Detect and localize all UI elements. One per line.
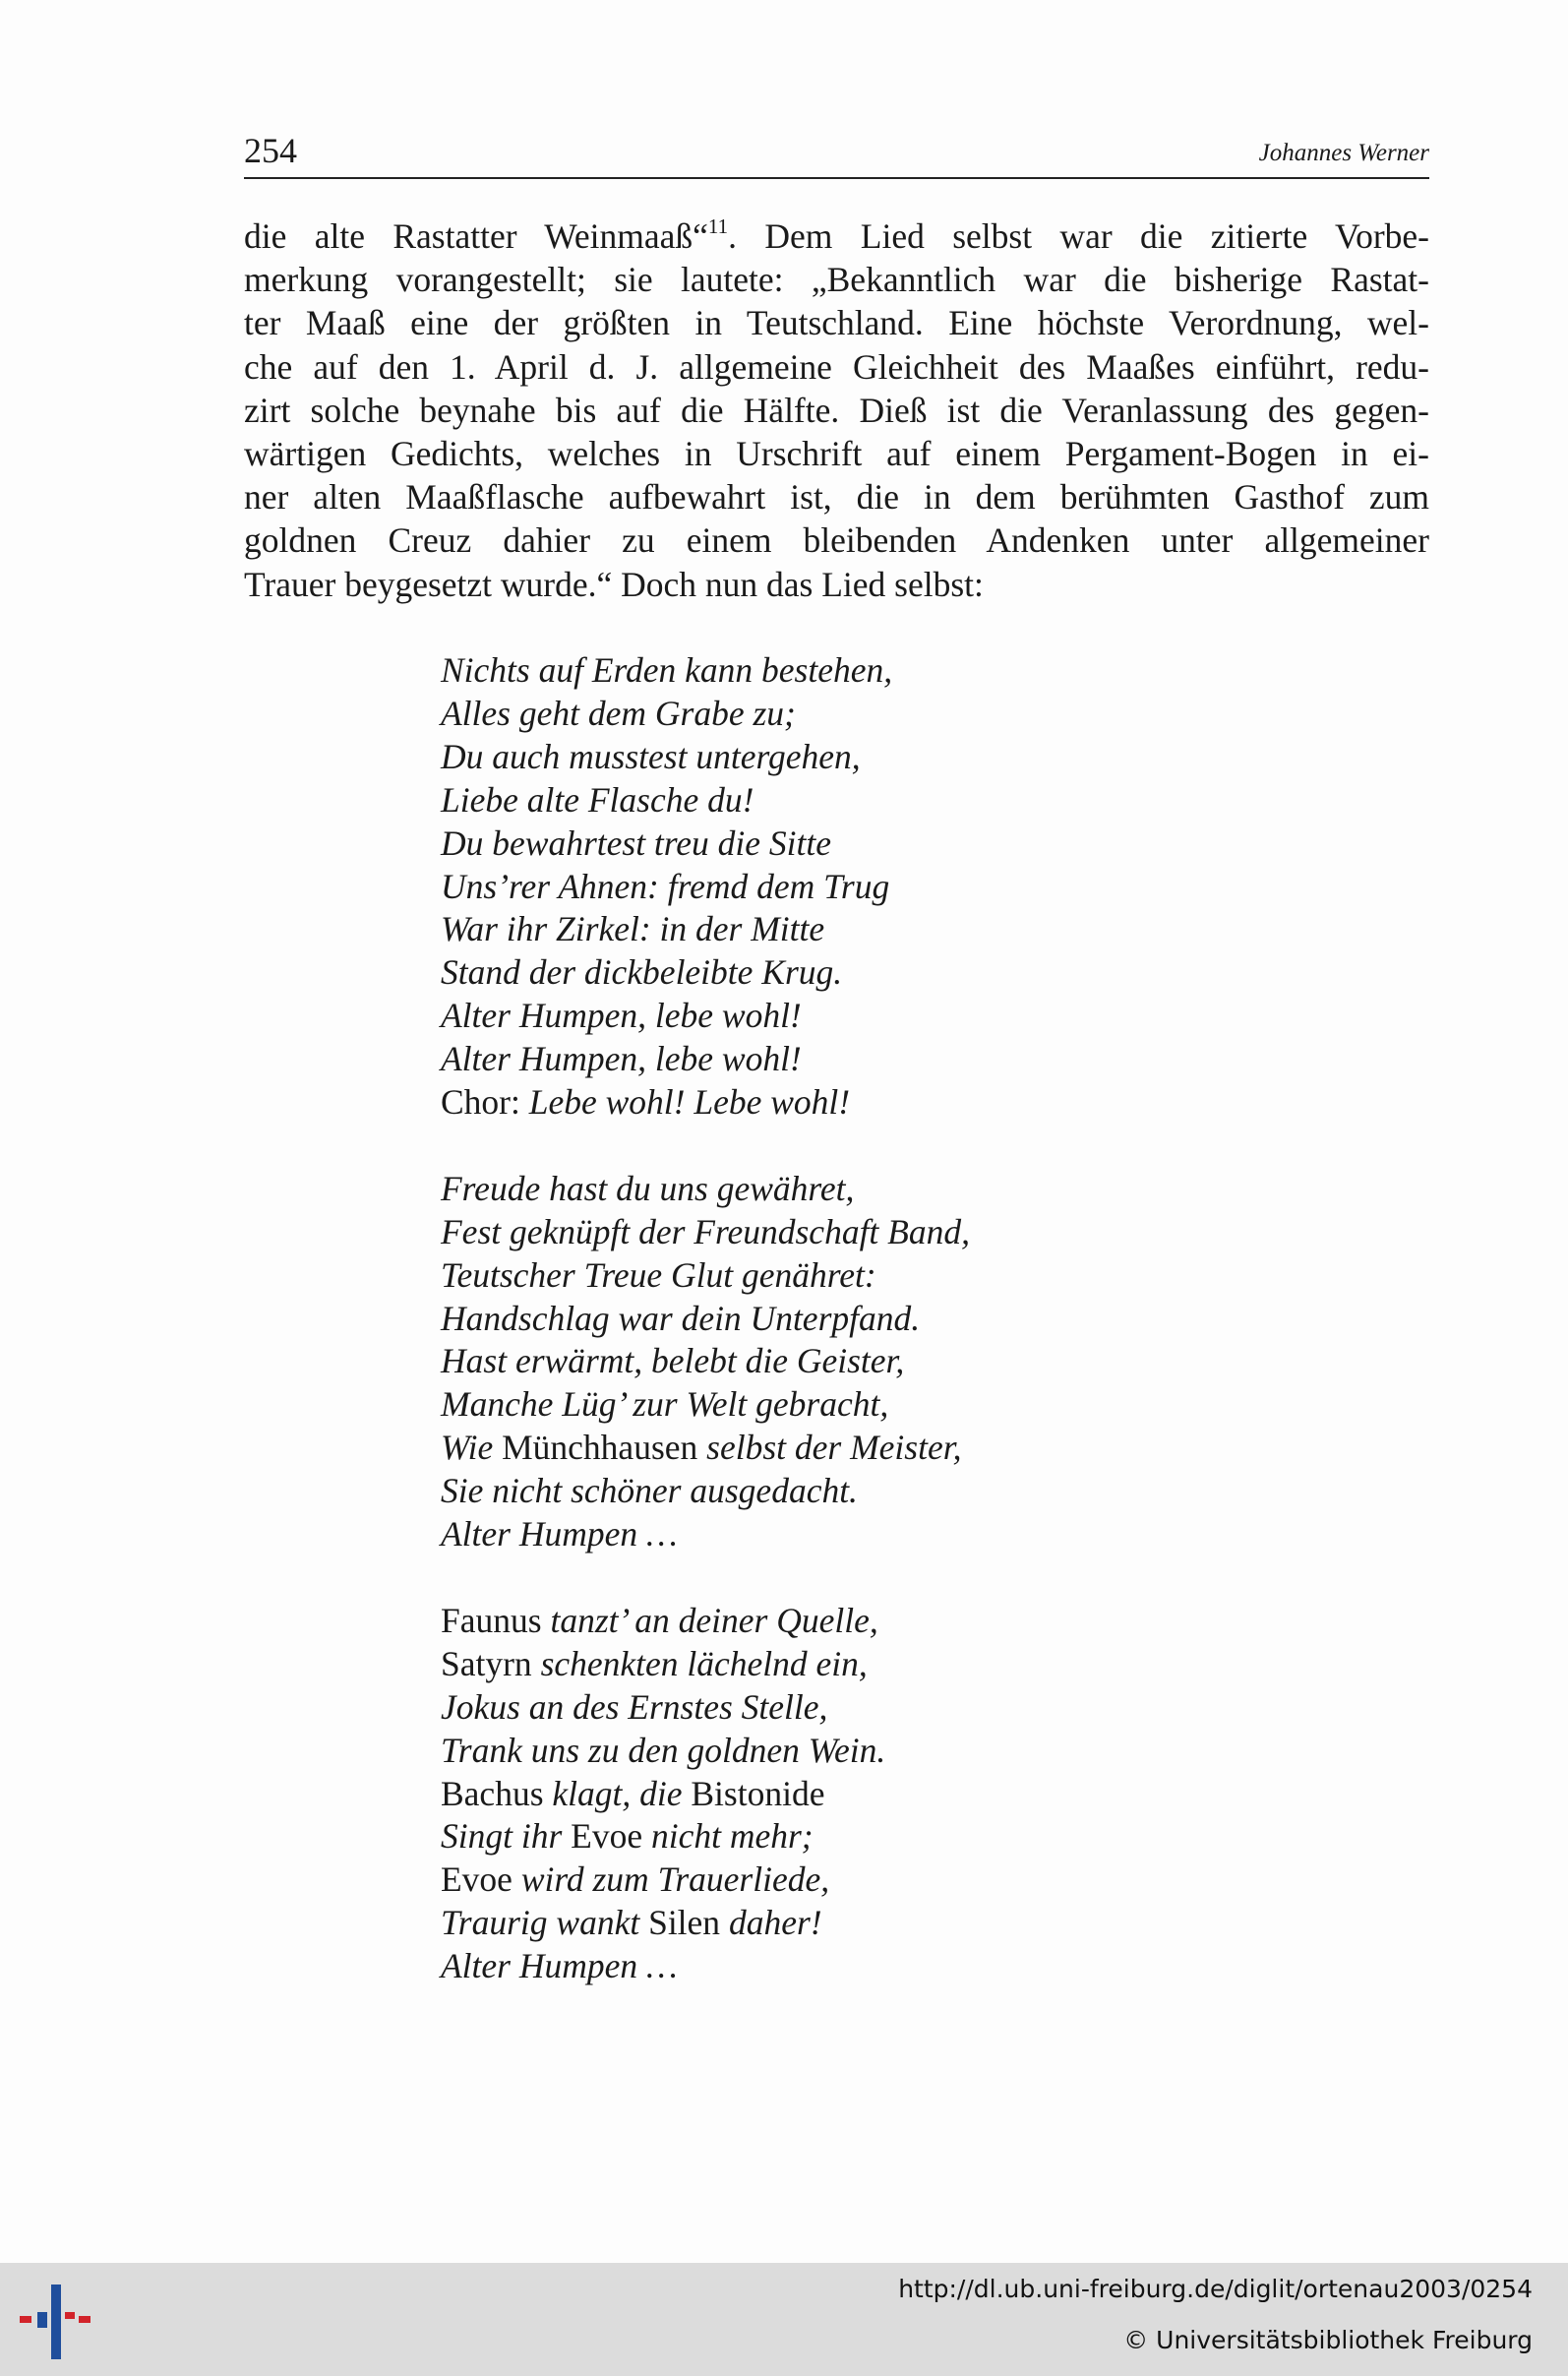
verse-line: Bachus klagt, die Bistonide xyxy=(441,1773,825,1813)
ub-freiburg-logo-icon xyxy=(18,2283,96,2361)
prose-line: ner alten Maaßflasche aufbewahrt ist, die in dem berühmten Gasthof zum xyxy=(244,477,1429,518)
stanza-2 xyxy=(441,1168,970,1556)
verse-line: Liebe alte Flasche du! xyxy=(441,779,754,820)
verse-line: Evoe wird zum Trauerliede, xyxy=(441,1859,830,1900)
verse-line: Hast erwärmt, belebt die Geister, xyxy=(441,1341,905,1381)
prose-line: che auf den 1. April d. J. allgemeine Gleichheit des Maaßes einführt, redu- xyxy=(244,346,1429,387)
footnote-marker: 11 xyxy=(707,214,729,238)
prose-line: ter Maaß eine der größten in Teutschland. Eine höchste Verordnung, wel- xyxy=(244,303,1429,343)
stanza-1 xyxy=(441,649,970,1125)
verse-line: Nichts auf Erden kann bestehen, xyxy=(441,650,893,690)
prose-line: merkung vorangestellt; sie lautete: „Bekanntlich war die bisherige Rastat- xyxy=(244,260,1429,300)
verse-line: Traurig wankt Silen daher! xyxy=(441,1903,822,1943)
verse-line: Teutscher Treue Glut genähret: xyxy=(441,1254,876,1295)
verse-line: Trank uns zu den goldnen Wein. xyxy=(441,1730,886,1770)
verse-line: Singt ihr Evoe nicht mehr; xyxy=(441,1816,814,1857)
verse-line: Uns’rer Ahnen: fremd dem Trug xyxy=(441,866,890,906)
prose-line: die alte Rastatter Weinmaaß“$^{11}$. Dem Lied selbst war die zitierte Vorbe- xyxy=(244,214,1429,256)
verse-line: Wie Münchhausen selbst der Meister, xyxy=(441,1428,962,1468)
verse-line: Handschlag war dein Unterpfand. xyxy=(441,1298,921,1338)
prose-paragraph xyxy=(244,214,1429,606)
verse-line: Sie nicht schöner ausgedacht. xyxy=(441,1471,858,1511)
prose-line: zirt solche beynahe bis auf die Hälfte. Dieß ist die Veranlassung des gegen- xyxy=(244,390,1429,430)
verse-line: Fest geknüpft der Freundschaft Band, xyxy=(441,1211,970,1251)
prose-line: goldnen Creuz dahier zu einem bleibenden Andenken unter allgemeiner xyxy=(244,520,1429,561)
prose-line: Trauer beygesetzt wurde.“ Doch nun das Lied selbst: xyxy=(244,564,984,604)
verse-line: Alter Humpen … xyxy=(441,1514,678,1554)
verse-line: Manche Lüg’ zur Welt gebracht, xyxy=(441,1384,889,1425)
verse-line: Alles geht dem Grabe zu; xyxy=(441,693,796,733)
verse-line: Stand der dickbeleibte Krug. xyxy=(441,952,843,993)
stanza-3 xyxy=(441,1600,970,1988)
running-head: Johannes Werner xyxy=(1258,140,1429,166)
verse-line: War ihr Zirkel: in der Mitte xyxy=(441,909,825,949)
page-number: 254 xyxy=(244,131,297,170)
library-footer xyxy=(0,2263,1568,2376)
verse-line: Du bewahrtest treu die Sitte xyxy=(441,822,832,863)
verse-line: Jokus an des Ernstes Stelle, xyxy=(441,1686,828,1727)
verse-line: Du auch musstest untergehen, xyxy=(441,736,861,776)
verse-line: Faunus tanzt’ an deiner Quelle, xyxy=(441,1600,878,1640)
chorus-line: Chor: Lebe wohl! Lebe wohl! xyxy=(441,1082,851,1123)
verse-line: Satyrn schenkten lächelnd ein, xyxy=(441,1643,868,1683)
verse-line: Alter Humpen … xyxy=(441,1946,678,1986)
page-header xyxy=(244,126,1429,179)
verse-line: Freude hast du uns gewähret, xyxy=(441,1168,855,1208)
permalink-url[interactable]: http://dl.ub.uni-freiburg.de/diglit/ortenau2003/0254 xyxy=(898,2275,1533,2303)
prose-line: wärtigen Gedichts, welches in Urschrift auf einem Pergament-Bogen in ei- xyxy=(244,434,1429,474)
poem xyxy=(441,649,970,2032)
verse-line: Alter Humpen, lebe wohl! xyxy=(441,1039,802,1079)
verse-line: Alter Humpen, lebe wohl! xyxy=(441,996,802,1036)
copyright-notice: © Universitätsbibliothek Freiburg xyxy=(1123,2326,1533,2354)
